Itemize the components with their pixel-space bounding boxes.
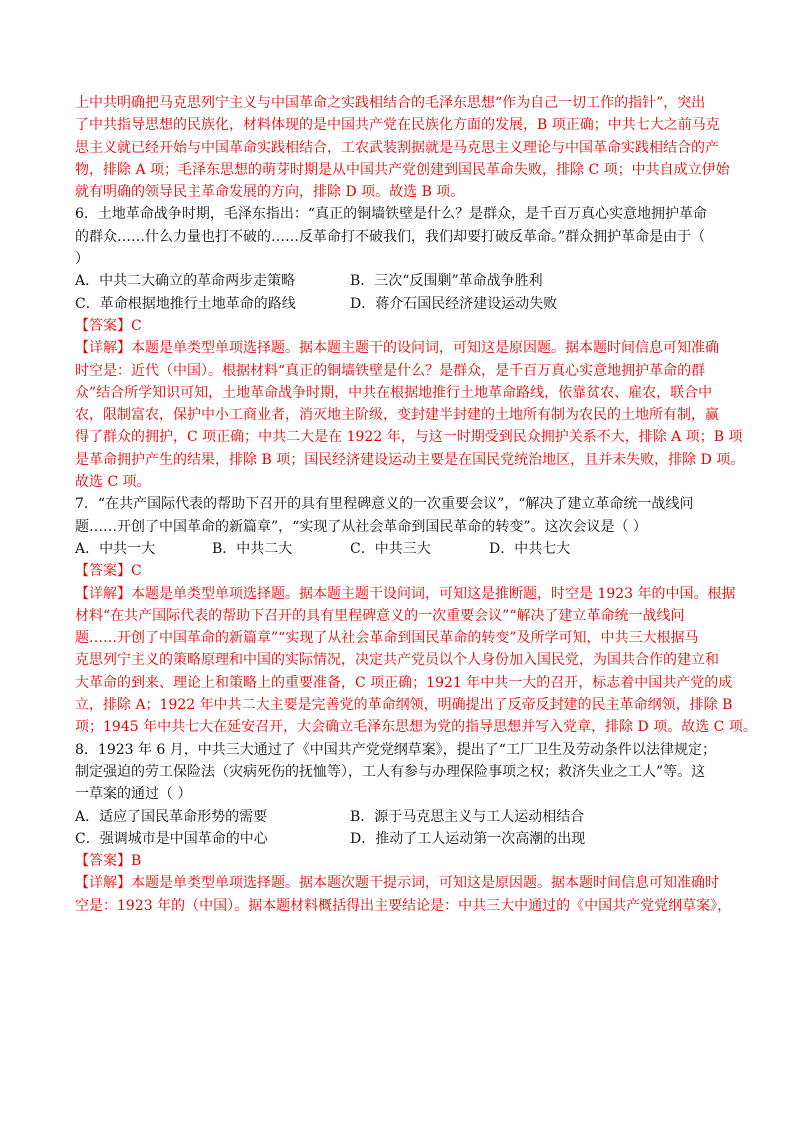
- text-line: 物，排除 A 项；毛泽东思想的萌芽时期是从中国共产党创建到国民革命失败，排除 C 项；中共自成立伊始: [75, 161, 730, 178]
- text-line: 项；1945 年中共七大在延安召开，大会确立毛泽东思想为党的指导思想并写入党章，排除 D 项。故选 C 项。: [75, 719, 757, 736]
- option-c: C．强调城市是中国革命的中心: [75, 830, 268, 847]
- answer-label: 【答案】C: [75, 317, 142, 334]
- option-c: C．中共三大: [350, 540, 431, 557]
- option-d: D．推动了工人运动第一次高潮的出现: [350, 830, 586, 847]
- text-line: 克思列宁主义的策略原理和中国的实际情况，决定共产党员以个人身份加入国民党，为国共合作的建立和: [75, 652, 719, 669]
- text-line: 上中共明确把马克思列宁主义与中国革命之实践相结合的毛泽东思想“作为自己一切工作的指针”，突出: [75, 95, 706, 111]
- options-row: [75, 806, 725, 828]
- q7-explanation: [75, 583, 757, 739]
- answer-label: 【答案】B: [75, 853, 142, 870]
- question-stem-line: 一草案的通过（ ）: [75, 786, 192, 803]
- text-line: 是革命拥护产生的结果，排除 B 项；国民经济建设运动主要是在国民党统治地区，且并未失败，排除 D 项。: [75, 451, 745, 468]
- question-stem-line: 7．“在共产国际代表的帮助下召开的具有里程碑意义的一次重要会议”，“解决了建立革命统一战线问: [75, 496, 694, 513]
- text-line: 思主义就已经开始与中国革命实践相结合，工农武装割据就是马克思主义理论与中国革命实践相结合的产: [75, 139, 719, 156]
- question-7: [75, 493, 757, 738]
- question-stem-line: 8．1923 年 6 月，中共三大通过了《中国共产党党纲草案》，提出了“工厂卫生及劳动条件以法律规定；: [75, 741, 716, 758]
- text-line: 众”结合所学知识可知，土地革命战争时期，中共在根据地推行土地革命路线，依靠贫农、雇农，联合中: [75, 384, 713, 401]
- text-line: 空是：1923 年的（中国）。据本题材料概括得出主要结论是：中共三大中通过的《中国共产党党纲草案》，: [75, 897, 732, 914]
- option-b: B．源于马克思主义与工人运动相结合: [350, 808, 585, 825]
- document-page: [75, 92, 757, 917]
- option-d: D．蒋介石国民经济建设运动失败: [350, 295, 558, 312]
- text-line: 大革命的到来、理论上和策略上的重要准备，C 项正确；1921 年中共一大的召开，标志着中国共产党的成: [75, 674, 733, 691]
- options-row: [75, 538, 725, 560]
- option-d: D．中共七大: [489, 540, 571, 557]
- question-8: [75, 739, 732, 917]
- text-line: 了中共指导思想的民族化，材料体现的是中国共产党在民族化方面的发展，B 项正确；中共七大之前马克: [75, 117, 720, 134]
- text-line: 农，限制富农，保护中小工商业者，消灭地主阶级，变封建半封建的土地所有制为农民的土地所有制，赢: [75, 407, 719, 424]
- text-line: 故选 C 项。: [75, 474, 151, 491]
- question-6: [75, 203, 745, 493]
- options-row: [75, 270, 725, 292]
- question-stem-line: 的群众……什么力量也打不破的……反革命打不破我们，我们却要打破反革命。”群众拥护革命是由于（: [75, 228, 706, 245]
- option-a: A．中共二大确立的革命两步走策略: [75, 273, 296, 290]
- text-line: 就有明确的领导民主革命发展的方向，排除 D 项。故选 B 项。: [75, 184, 465, 201]
- option-b: B．三次“反围剿”革命战争胜利: [350, 273, 543, 290]
- option-a: A．适应了国民革命形势的需要: [75, 808, 268, 825]
- q8-explanation: [75, 872, 732, 917]
- text-line: 得了群众的拥护，C 项正确；中共二大是在 1922 年，与这一时期受到民众拥护关系不大，排除 A 项；B 项: [75, 429, 743, 446]
- answer-label: 【答案】C: [75, 563, 142, 580]
- options-row: [75, 828, 725, 850]
- text-line: 立，排除 A；1922 年中共二大主要是完善党的革命纲领，明确提出了反帝反封建的民主革命纲领，排除 B: [75, 697, 733, 714]
- text-line: 时空是：近代（中国）。根据材料“真正的铜墙铁壁是什么？是群众，是千百万真心实意地拥护革命的群: [75, 362, 706, 379]
- q6-explanation: [75, 337, 745, 493]
- option-b: B．中共二大: [212, 540, 293, 557]
- text-line: 【详解】本题是单类型单项选择题。据本题主题干的设问词，可知这是原因题。据本题时间信息可知准确: [75, 340, 719, 357]
- q5-explanation: [75, 92, 730, 203]
- option-a: A．中共一大: [75, 540, 156, 557]
- option-c: C．革命根据地推行土地革命的路线: [75, 295, 296, 312]
- text-line: 题……开创了中国革命的新篇章”“实现了从社会革命到国民革命的转变”及所学可知，中共三大根据马: [75, 630, 699, 647]
- question-stem-line: 题……开创了中国革命的新篇章”，“实现了从社会革命到国民革命的转变”。这次会议是（ ）: [75, 518, 647, 535]
- text-line: 【详解】本题是单类型单项选择题。据本题主题干设问词，可知这是推断题，时空是 1923 年的中国。根据: [75, 585, 736, 602]
- options-row: [75, 293, 725, 315]
- question-stem-line: 6．土地革命战争时期，毛泽东指出：“真正的铜墙铁壁是什么？是群众，是千百万真心实意地拥护革命: [75, 206, 708, 223]
- text-line: 【详解】本题是单类型单项选择题。据本题次题干提示词，可知这是原因题。据本题时间信息可知准确时: [75, 875, 719, 892]
- text-line: 材料“在共产国际代表的帮助下召开的具有里程碑意义的一次重要会议”“解决了建立革命统一战线问: [75, 607, 685, 624]
- question-stem-line: ）: [75, 251, 89, 268]
- question-stem-line: 制定强迫的劳工保险法（灾病死伤的抚恤等），工人有参与办理保险事项之权；救济失业之工人”等。这: [75, 763, 706, 780]
